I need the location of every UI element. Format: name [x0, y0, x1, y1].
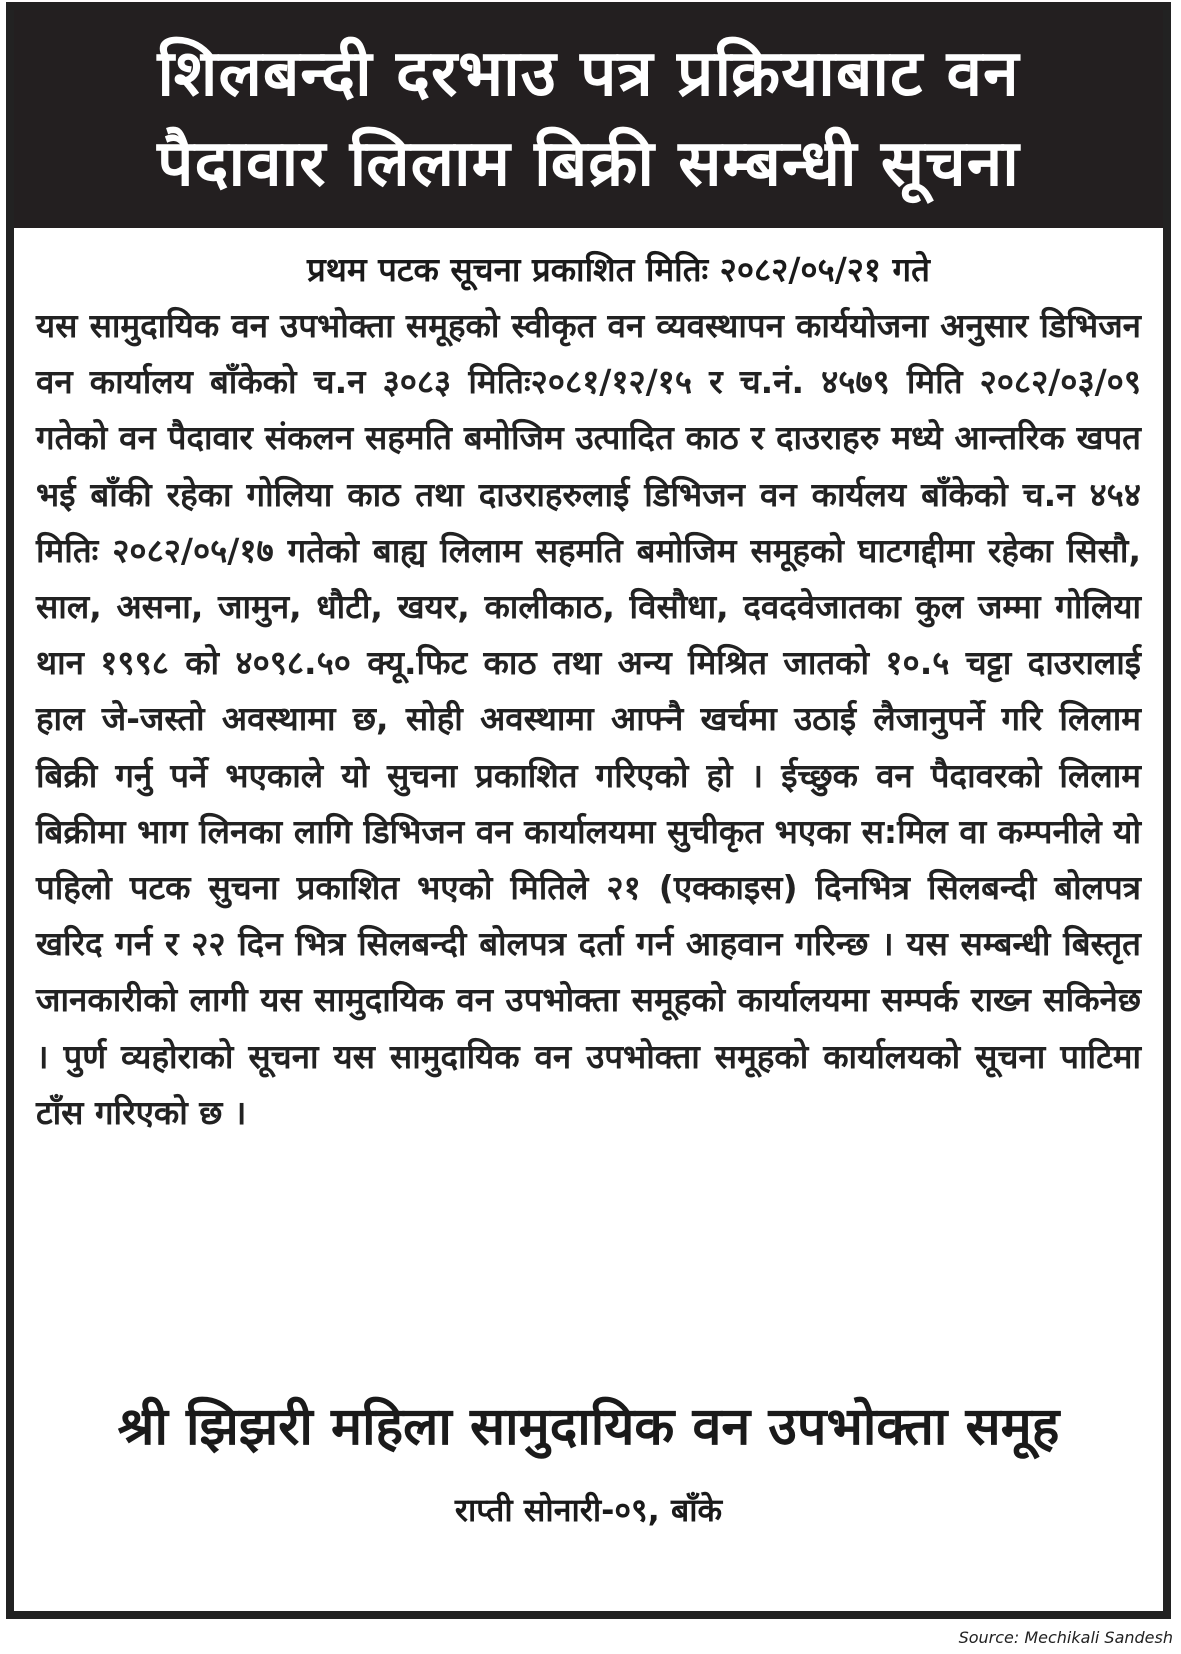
notice-body	[36, 242, 1141, 1141]
source-credit: Source: Mechikali Sandesh	[958, 1628, 1173, 1647]
header-title-line-1: शिलबन्दी दरभाउ पत्र प्रक्रियाबाट वन	[157, 37, 1020, 111]
notice-header	[14, 10, 1163, 228]
notice-paragraph: यस सामुदायिक वन उपभोक्ता समूहको स्वीकृत वन व्यवस्थापन कार्ययोजना अनुसार डिभिजन वन कार्यालय बाँकेको च.न ३०८३ मितिः२०८१/१२/१५ र च.नं. ४५७९ मिति २०८२/०३/०९ गतेको वन पैदावार संकलन सहमति बमोजिम उत्पादित काठ र दाउराहरु मध्ये आन्तरिक खपत भई बाँकी रहेका गोलिया काठ तथा दाउराहरुलाई डिभिजन वन कार्यलय बाँकेको च.न ४५४ मितिः २०८२/०५/१७ गतेको बाह्य लिलाम सहमति बमोजिम समूहको घाटगद्दीमा रहेका सिसौ, साल, असना, जामुन, धौटी, खयर, कालीकाठ, विसौधा, दवदवेजातका कुल जम्मा गोलिया थान १९९८ को ४०९८.५० क्यू.फिट काठ तथा अन्य मिश्रित जातको १०.५ चट्टा दाउरालाई हाल जे-जस्तो अवस्थामा छ, सोही अवस्थामा आफ्नै खर्चमा उठाई लैजानुपर्ने गरि लिलाम बिक्री गर्नु पर्ने भएकाले यो सुचना प्रकाशित गरिएको हो । ईच्छुक वन पैदावरको लिलाम बिक्रीमा भाग लिनका लागि डिभिजन वन कार्यालयमा सुचीकृत भएका स:मिल वा कम्पनीले यो पहिलो पटक सुचना प्रकाशित भएको मितिले २१ (एक्काइस) दिनभित्र सिलबन्दी बोलपत्र खरिद गर्न र २२ दिन भित्र सिलबन्दी बोलपत्र दर्ता गर्न आहवान गरिन्छ । यस सम्बन्धी बिस्तृत जानकारीको लागी यस सामुदायिक वन उपभोक्ता समूहको कार्यालयमा सम्पर्क राख्न सकिनेछ । पुर्ण व्यहोराको सूचना यस सामुदायिक वन उपभोक्ता समूहको कार्यालयको सूचना पाटिमा टाँस गरिएको छ ।	[36, 306, 1141, 1132]
notice-frame	[6, 2, 1171, 1619]
header-title-line-2: पैदावार लिलाम बिक्री सम्बन्धी सूचना	[157, 127, 1020, 201]
issuer-address: राप्ती सोनारी-०९, बाँके	[454, 1491, 723, 1529]
publish-date-line: प्रथम पटक सूचना प्रकाशित मितिः २०८२/०५/२१ गते	[307, 250, 930, 289]
issuer-signature: श्री झिझरी महिला सामुदायिक वन उपभोक्ता समूह	[117, 1397, 1060, 1457]
